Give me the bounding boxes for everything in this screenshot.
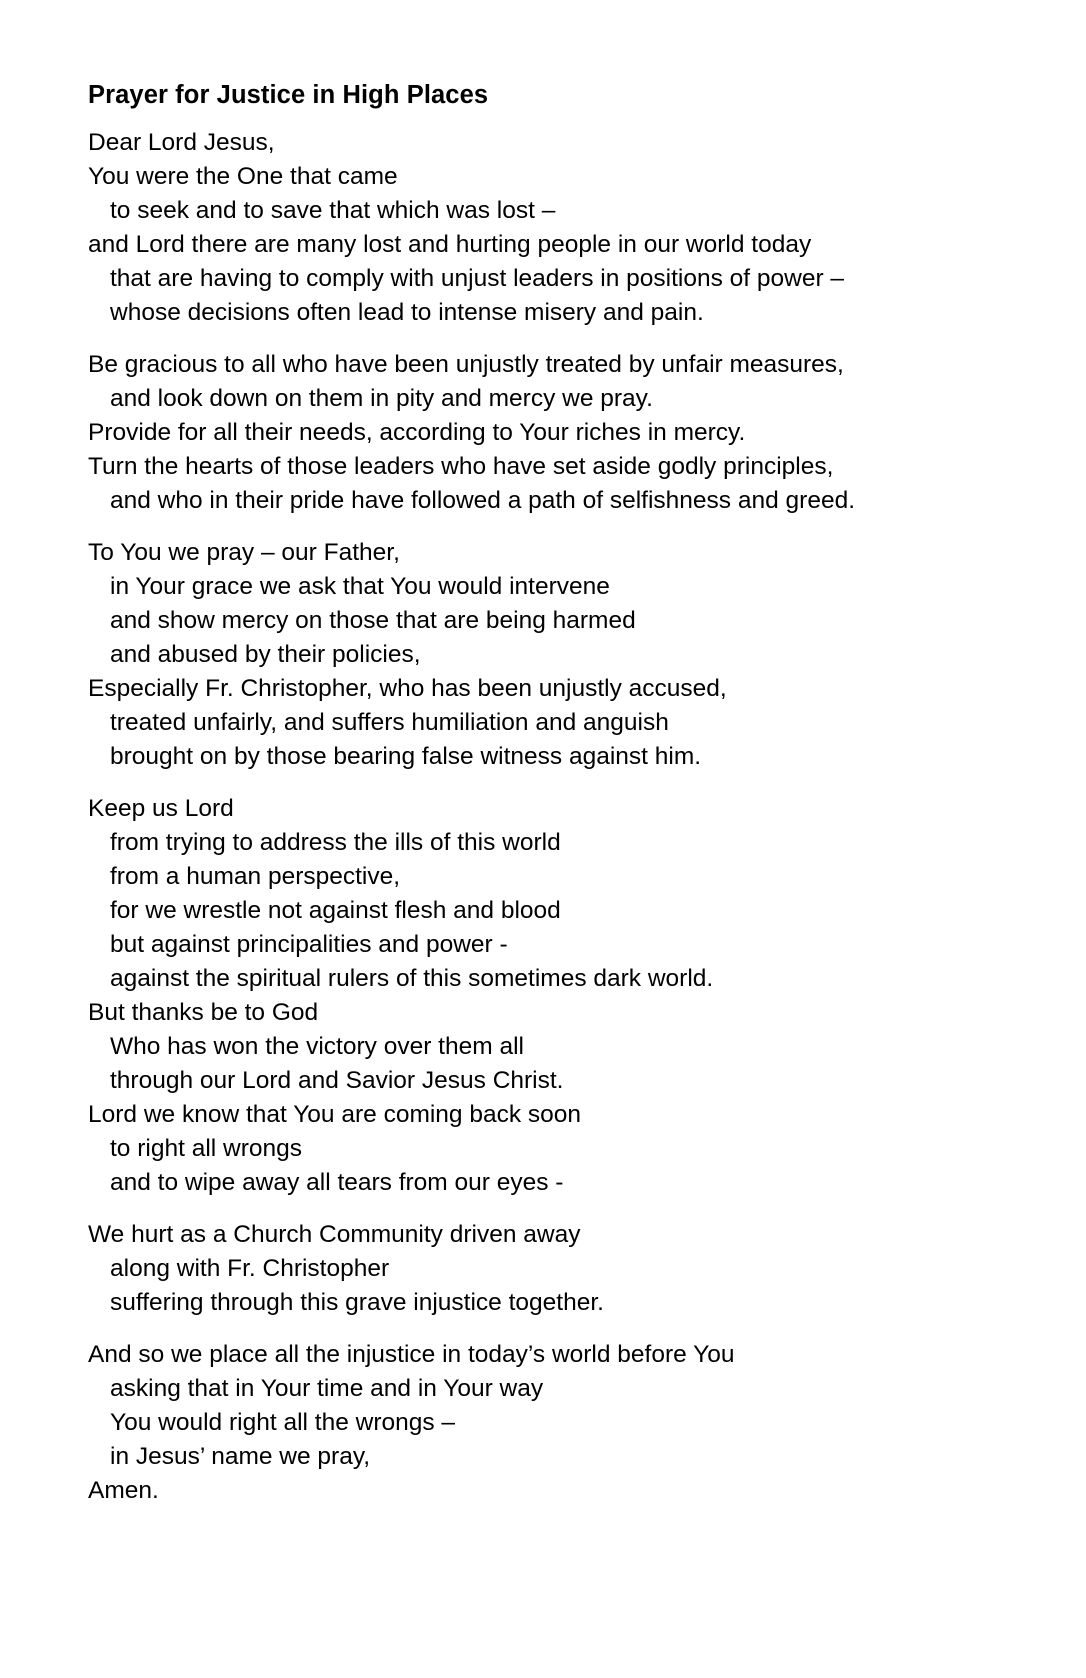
prayer-body: [88, 126, 998, 1508]
prayer-line: from trying to address the ills of this world: [110, 829, 561, 856]
prayer-line: You were the One that came: [88, 163, 398, 190]
prayer-line: but against principalities and power -: [110, 931, 508, 958]
prayer-line: To You we pray – our Father,: [88, 539, 400, 566]
prayer-line: in Your grace we ask that You would intervene: [110, 573, 610, 600]
prayer-line: Who has won the victory over them all: [110, 1033, 524, 1060]
prayer-line: Keep us Lord: [88, 795, 234, 822]
prayer-line: We hurt as a Church Community driven away: [88, 1221, 581, 1248]
prayer-stanza: [88, 1338, 998, 1508]
prayer-line: that are having to comply with unjust leaders in positions of power –: [110, 265, 845, 292]
prayer-line: suffering through this grave injustice together.: [110, 1289, 604, 1316]
prayer-line: and to wipe away all tears from our eyes -: [110, 1169, 564, 1196]
prayer-line: against the spiritual rulers of this sometimes dark world.: [110, 965, 714, 992]
page-title: Prayer for Justice in High Places: [88, 81, 489, 109]
prayer-line: from a human perspective,: [110, 863, 401, 890]
prayer-line: to right all wrongs: [110, 1135, 303, 1162]
prayer-line: But thanks be to God: [88, 999, 319, 1026]
prayer-line: in Jesus’ name we pray,: [110, 1443, 371, 1470]
prayer-line: Especially Fr. Christopher, who has been unjustly accused,: [88, 675, 727, 702]
prayer-stanza: [88, 536, 998, 774]
prayer-line: You would right all the wrongs –: [110, 1409, 456, 1436]
prayer-line: Be gracious to all who have been unjustly treated by unfair measures,: [88, 351, 844, 378]
prayer-line: and abused by their policies,: [110, 641, 421, 668]
prayer-line: and show mercy on those that are being harmed: [110, 607, 636, 634]
prayer-line: Amen.: [88, 1477, 159, 1504]
prayer-line: and Lord there are many lost and hurting people in our world today: [88, 231, 812, 258]
prayer-line: and who in their pride have followed a path of selfishness and greed.: [110, 487, 856, 514]
prayer-line: treated unfairly, and suffers humiliation and anguish: [110, 709, 669, 736]
prayer-line: Dear Lord Jesus,: [88, 129, 275, 156]
prayer-line: and look down on them in pity and mercy we pray.: [110, 385, 653, 412]
prayer-line: for we wrestle not against flesh and blood: [110, 897, 561, 924]
prayer-line: whose decisions often lead to intense misery and pain.: [110, 299, 704, 326]
prayer-line: to seek and to save that which was lost –: [110, 197, 556, 224]
prayer-line: Turn the hearts of those leaders who have set aside godly principles,: [88, 453, 834, 480]
prayer-stanza: [88, 126, 998, 330]
prayer-line: And so we place all the injustice in today’s world before You: [88, 1341, 735, 1368]
prayer-stanza: [88, 792, 998, 1200]
prayer-line: Lord we know that You are coming back soon: [88, 1101, 582, 1128]
prayer-stanza: [88, 348, 998, 518]
prayer-line: along with Fr. Christopher: [110, 1255, 390, 1282]
prayer-line: brought on by those bearing false witness against him.: [110, 743, 702, 770]
prayer-line: asking that in Your time and in Your way: [110, 1375, 544, 1402]
prayer-stanza: [88, 1218, 998, 1320]
prayer-line: Provide for all their needs, according to Your riches in mercy.: [88, 419, 746, 446]
prayer-line: through our Lord and Savior Jesus Christ.: [110, 1067, 564, 1094]
